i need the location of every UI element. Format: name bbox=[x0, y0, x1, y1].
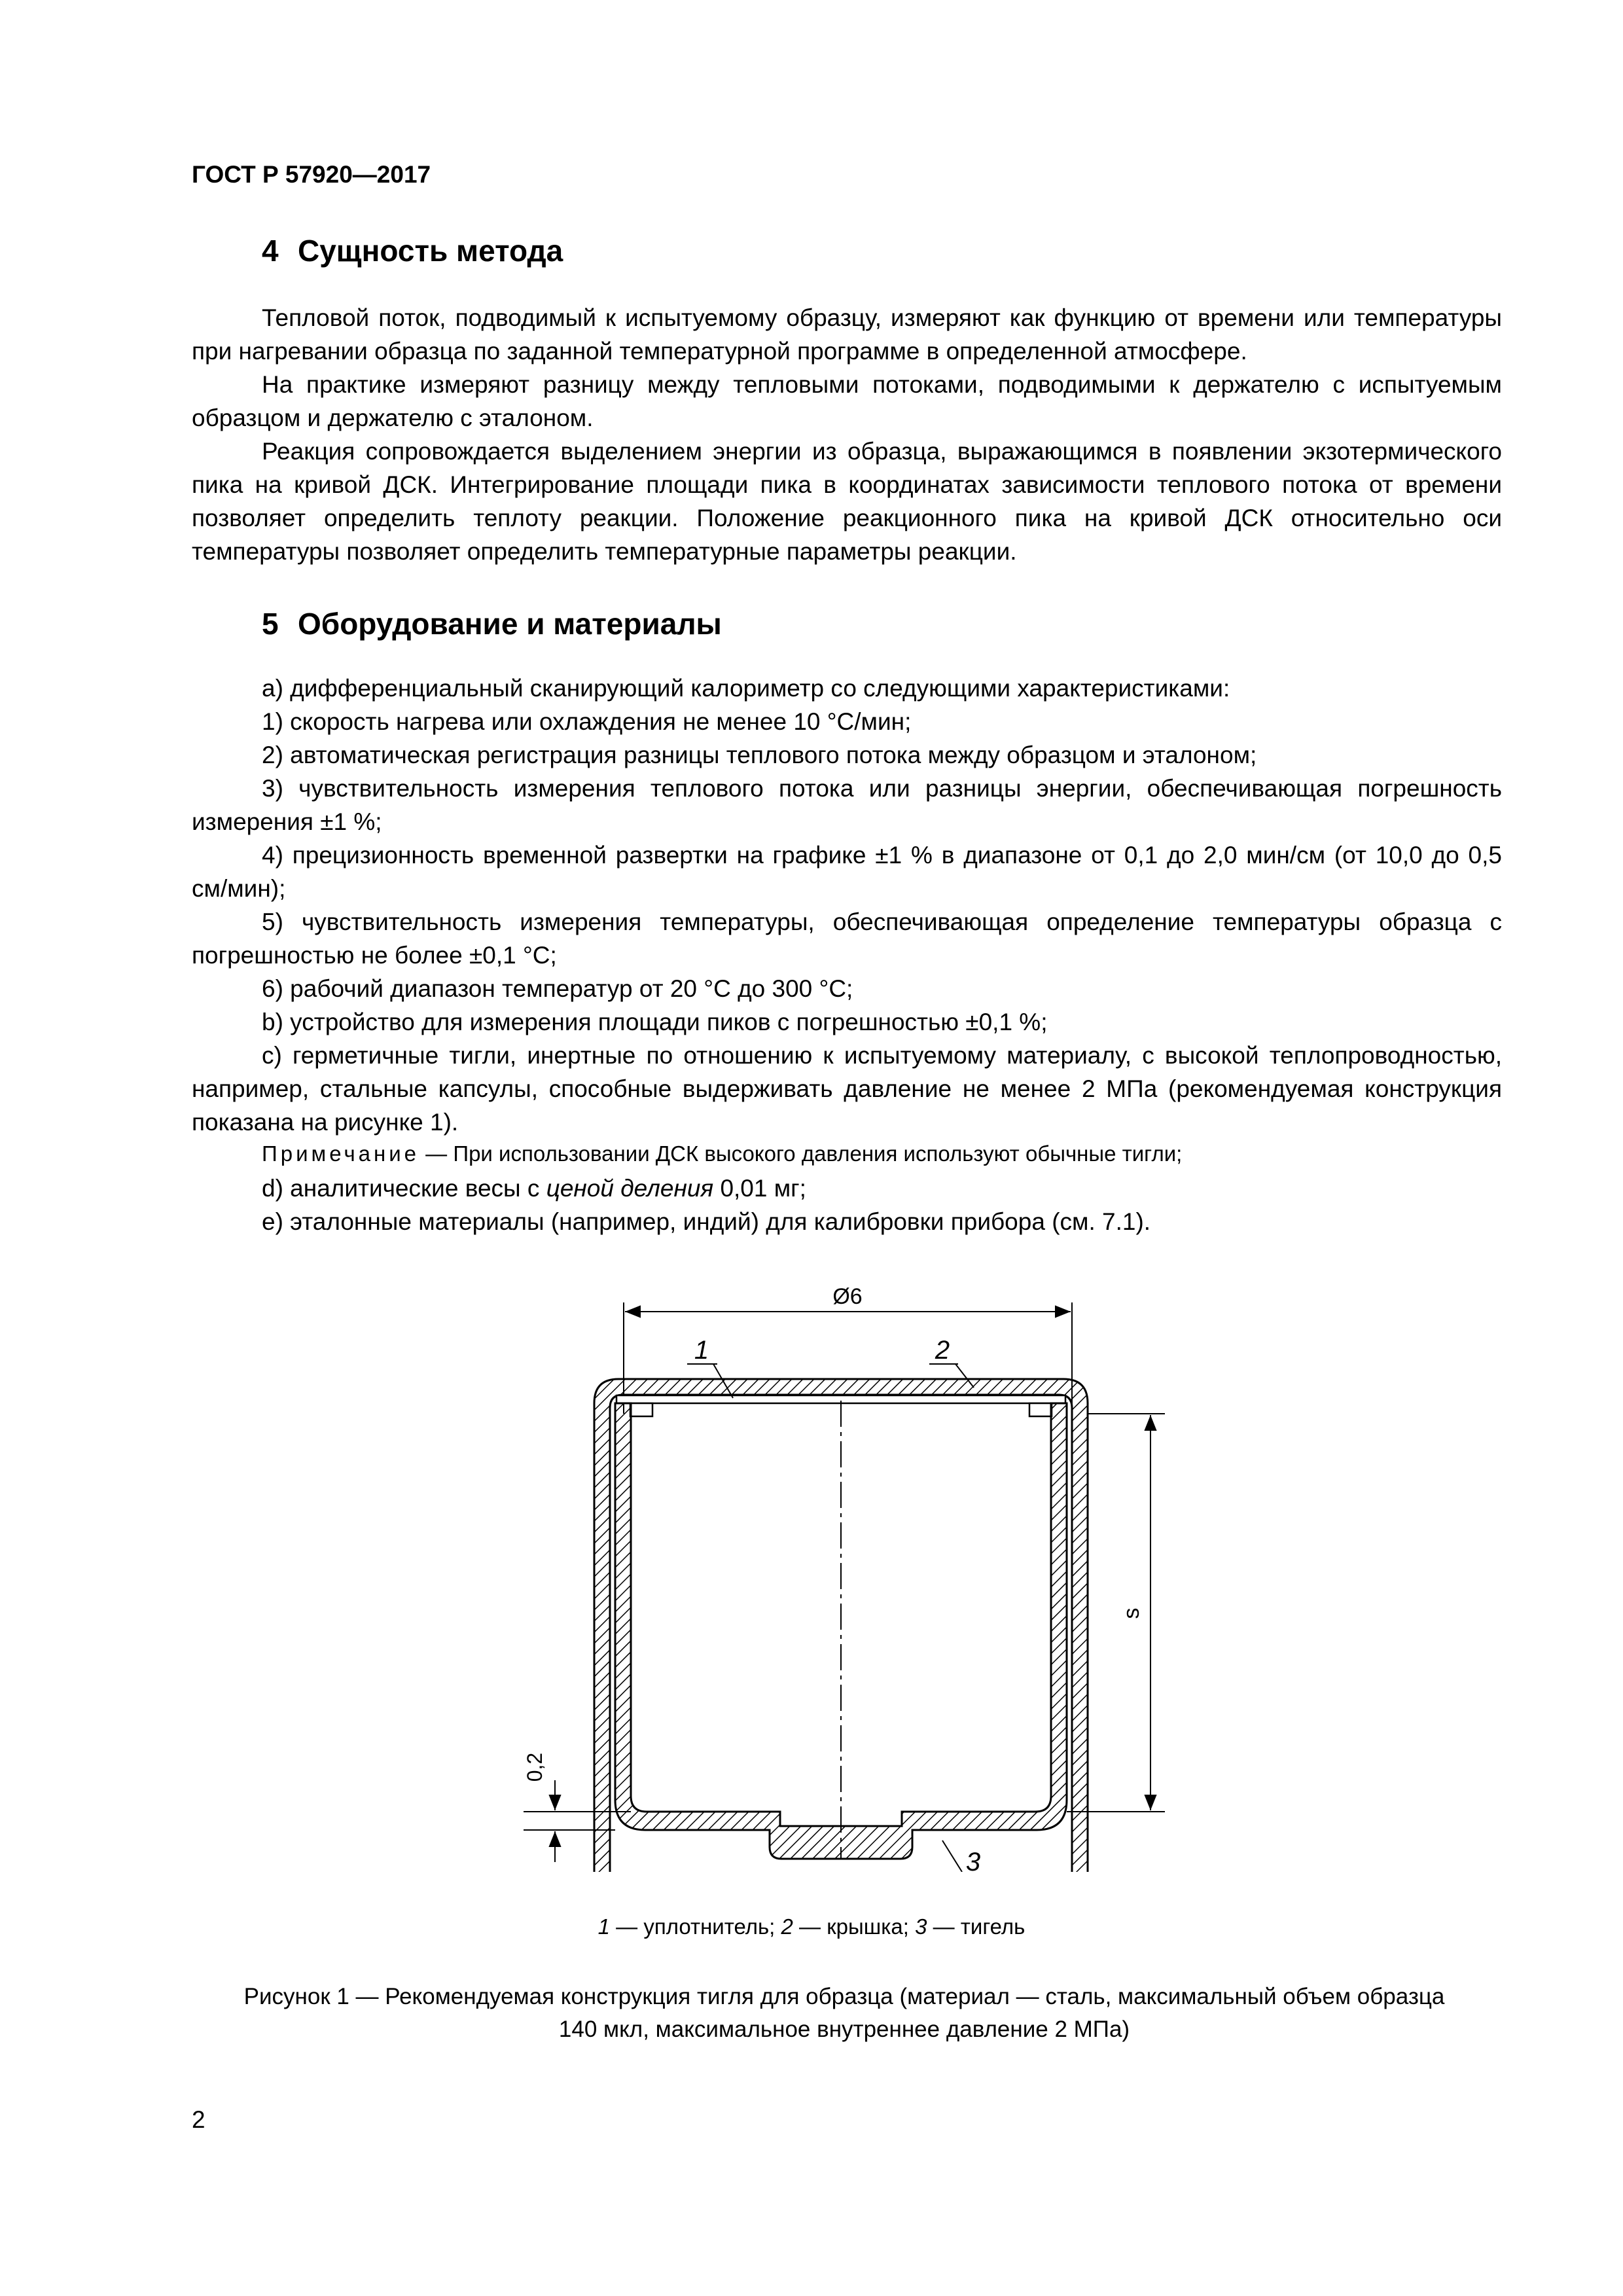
paragraph: Тепловой поток, подводимый к испытуемому образцу, измеряют как функцию от времени или температуры при нагревании образца по заданной температурной программе в определенной атмосфере. bbox=[192, 304, 1502, 365]
figure-caption: Рисунок 1 — Рекомендуемая конструкция тигля для образца (материал — сталь, максимальный объем образца 140 мкл, максимальное внутреннее давление 2 МПа) bbox=[243, 1984, 1445, 2042]
list-item: 6) рабочий диапазон температур от 20 °С до 300 °С; bbox=[262, 975, 853, 1002]
list-item: 5) чувствительность измерения температуры, обеспечивающая определение температуры образца с погрешностью не более ±0,1 °С; bbox=[192, 908, 1502, 969]
section-title: Оборудование и материалы bbox=[298, 607, 722, 641]
paragraph: На практике измеряют разницу между тепловыми потоками, подводимыми к держателю с испытуемым образцом и держателю с эталоном. bbox=[192, 371, 1502, 431]
callout-2-label: 2 bbox=[935, 1336, 950, 1365]
list-item: b) устройство для измерения площади пиков с погрешностью ±0,1 %; bbox=[262, 1009, 1048, 1035]
seal-corner bbox=[630, 1403, 652, 1416]
list-item: 2) автоматическая регистрация разницы теплового потока между образцом и эталоном; bbox=[262, 742, 1257, 768]
list-item: c) герметичные тигли, инертные по отношению к испытуемому материалу, с высокой теплопроводностью, например, стальные капсулы, способные выдерживать давление не менее 2 МПа (рекомендуемая конструкция показана на рисунке 1). bbox=[192, 1042, 1502, 1136]
list-item: 4) прецизионность временной развертки на графике ±1 % в диапазоне от 0,1 до 2,0 мин/см (от 10,0 до 0,5 см/мин); bbox=[192, 842, 1502, 902]
crucible-drawing bbox=[510, 1283, 1165, 1872]
callout-3-label: 3 bbox=[965, 1848, 981, 1872]
seal-corner bbox=[1029, 1403, 1052, 1416]
note-text: — При использовании ДСК высокого давления используют обычные тигли; bbox=[419, 1141, 1183, 1166]
figure-legend: 1 — уплотнитель; 2 — крышка; 3 — тигель bbox=[597, 1914, 1026, 1939]
note bbox=[262, 1141, 1182, 1166]
section-number: 5 bbox=[262, 607, 279, 641]
section-title: Сущность метода bbox=[298, 234, 563, 268]
list-item: а) дифференциальный сканирующий калориметр со следующими характеристиками: bbox=[262, 675, 1230, 702]
section-4-heading bbox=[262, 233, 563, 268]
section-number: 4 bbox=[262, 234, 279, 268]
list-item: 1) скорость нагрева или охлаждения не менее 10 °С/мин; bbox=[262, 708, 912, 735]
section-5-heading bbox=[262, 606, 722, 641]
paragraph: Реакция сопровождается выделением энергии из образца, выражающимся в появлении экзотермического пика на кривой ДСК. Интегрирование площади пика в координатах зависимости теплового потока от времени позволяет определить теплоту реакции. Положение реакционного пика на кривой ДСК относительно оси температуры позволяет определить температурные параметры реакции. bbox=[192, 438, 1502, 565]
page-number: 2 bbox=[192, 2106, 205, 2133]
section-4-body bbox=[192, 301, 1502, 568]
diameter-label: Ø6 bbox=[832, 1284, 863, 1309]
callout-1-label: 1 bbox=[694, 1336, 709, 1365]
document-header: ГОСТ Р 57920—2017 bbox=[192, 161, 431, 188]
note-label: Примечание bbox=[262, 1141, 420, 1166]
list-item: 3) чувствительность измерения теплового потока или разницы энергии, обеспечивающая погрешность измерения ±1 %; bbox=[192, 775, 1502, 835]
section-5-list bbox=[192, 672, 1502, 1139]
list-item-d: d) аналитические весы с ценой деления 0,01 мг; bbox=[262, 1175, 806, 1202]
section-5-list-cont bbox=[192, 1172, 1502, 1238]
height-label: s bbox=[1119, 1607, 1144, 1619]
list-item-e: e) эталонные материалы (например, индий) для калибровки прибора (см. 7.1). bbox=[262, 1208, 1151, 1235]
callout-leader bbox=[942, 1840, 962, 1872]
thickness-label: 0,2 bbox=[523, 1752, 546, 1782]
